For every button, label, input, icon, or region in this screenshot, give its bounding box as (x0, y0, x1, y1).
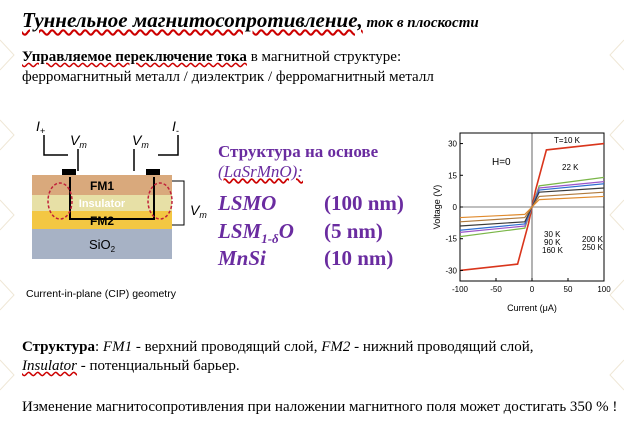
structure-heading: Структура на основе (218, 142, 379, 161)
intro-line-1 (22, 49, 401, 66)
wire-i-minus (158, 135, 178, 155)
x-tick-label: -100 (451, 285, 469, 294)
layer-fm1-label: FM1 (90, 179, 114, 193)
structure-formula: (LaSrMnO): (218, 162, 303, 181)
layer-sio2-label: SiO$_2$ (88, 237, 116, 254)
v-top-right-label: $V_т$ (132, 132, 149, 150)
iv-chart (432, 125, 618, 315)
cip-geometry-figure (22, 115, 234, 315)
chart-annotation-160k: 160 K (542, 246, 563, 255)
contact-right (146, 169, 160, 175)
v-right-label: $V_т$ (190, 202, 207, 220)
material-thickness: (5 nm) (324, 219, 383, 243)
desc-fm1: FM1 (102, 339, 133, 355)
contact-left (62, 169, 76, 175)
intro-line-2: ферромагнитный металл / диэлектрик / ферромагнитный металл (22, 69, 434, 85)
chart-annotation-250k: 250 K (582, 243, 603, 252)
desc-t2: - верхний проводящий слой, (132, 339, 322, 355)
x-tick-label: 50 (563, 285, 573, 294)
layer-insulator-label: Insulator (78, 198, 126, 210)
material-row (218, 246, 394, 271)
i-minus-label: $I_-$ (172, 118, 179, 136)
x-axis-label: Current (μA) (507, 303, 557, 313)
material-name: LSMO (218, 191, 277, 215)
structure-label (218, 142, 378, 182)
chart-annotation-200k: 200 K (582, 235, 603, 244)
desc-t1: : (95, 339, 103, 355)
intro-rest: в магнитной структуре: (246, 49, 402, 65)
y-tick-label: 0 (452, 203, 457, 212)
material-thickness: (10 nm) (324, 246, 394, 270)
x-tick-label: -50 (490, 285, 502, 294)
y-tick-label: -30 (445, 266, 457, 276)
wire-v-right (172, 181, 184, 225)
x-tick-label: 100 (597, 285, 611, 294)
slide-title (22, 8, 479, 33)
structure-description (22, 338, 622, 376)
desc-t4: - потенциальный барьер. (77, 358, 240, 374)
chart-annotation-90k: 90 K (544, 238, 561, 247)
cip-caption: Current-in-plane (CIP) geometry (26, 288, 176, 300)
title-sub: ток в плоскости (362, 15, 479, 31)
wire-v-top (78, 149, 134, 171)
desc-insulator: Insulator (22, 358, 78, 374)
layer-fm2-label: FM2 (90, 214, 114, 228)
material-row (218, 191, 404, 216)
wire-i-plus (44, 135, 68, 155)
magnetoresistance-note: Изменение магнитосопротивления при наложении магнитного поля может достигать 350 % ! (22, 399, 618, 415)
material-thickness: (100 nm) (324, 191, 404, 215)
chart-annotation-22k: 22 K (562, 163, 579, 172)
material-name: MnSi (218, 246, 266, 270)
chart-annotation-h0: H=0 (492, 157, 511, 168)
i-plus-label: $I_+$ (36, 118, 46, 136)
y-tick-label: 15 (448, 171, 457, 181)
chart-annotation-30k: 30 K (544, 230, 561, 239)
chart-annotation-t10: T=10 K (554, 136, 581, 145)
title-main: Туннельное магнитосопротивление, (22, 8, 363, 32)
desc-fm2: FM2 (321, 339, 351, 355)
y-tick-label: 30 (448, 139, 457, 149)
material-row (218, 219, 383, 247)
material-name: $LSM_{1-\delta}O$ (218, 219, 294, 247)
v-top-label: $V_т$ (70, 132, 87, 150)
y-tick-label: -15 (445, 234, 457, 244)
y-axis-label: Voltage (V) (432, 184, 442, 230)
desc-t3: - нижний проводящий слой, (350, 339, 534, 355)
x-tick-label: 0 (529, 285, 535, 294)
desc-structure-bold: Структура (22, 339, 95, 355)
intro-bold: Управляемое переключение тока (22, 49, 247, 65)
